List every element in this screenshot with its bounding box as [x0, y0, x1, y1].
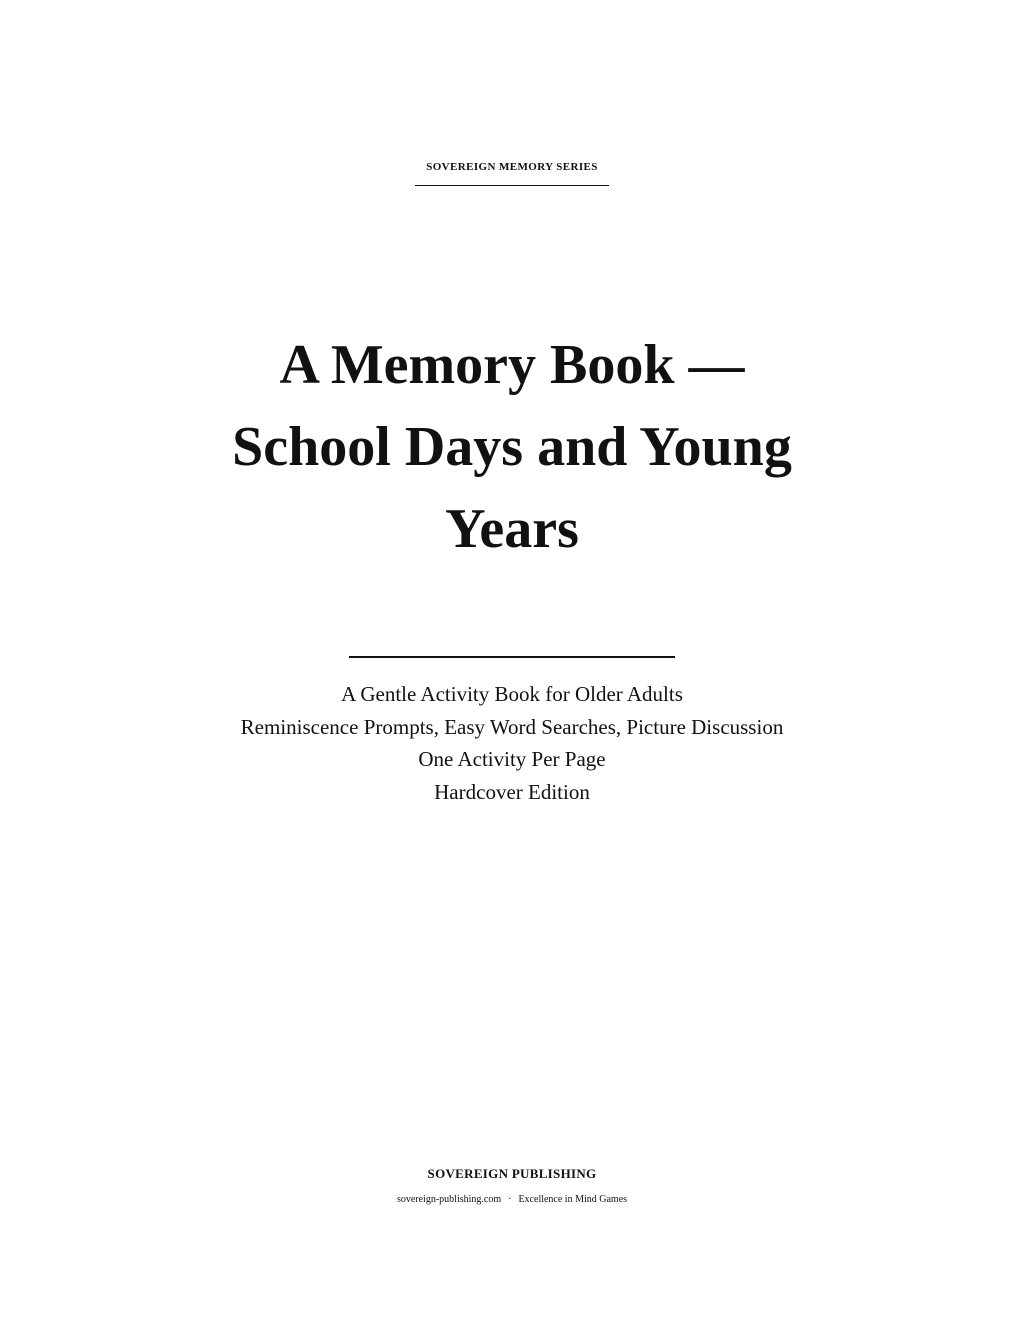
subtitle-block — [0, 678, 1024, 808]
publisher-name: SOVEREIGN PUBLISHING — [427, 1166, 597, 1181]
publisher-tagline: Excellence in Mind Games — [518, 1194, 628, 1205]
footer-separator: · — [508, 1194, 512, 1205]
book-title — [0, 324, 1024, 570]
book-title-line-1: A Memory Book — — [279, 334, 745, 396]
subtitle-line: Hardcover Edition — [434, 779, 590, 804]
publisher-website: sovereign-publishing.com — [396, 1194, 502, 1205]
subtitle-line: One Activity Per Page — [418, 747, 606, 771]
book-title-line-3: Years — [445, 498, 579, 560]
series-divider — [415, 185, 609, 186]
publisher-footer — [0, 1193, 1024, 1207]
subtitle-line: A Gentle Activity Book for Older Adults — [341, 682, 683, 706]
subtitle-line: Reminiscence Prompts, Easy Word Searches, Picture Discussion — [240, 714, 784, 739]
book-title-line-2: School Days and Young — [232, 416, 792, 478]
title-divider — [349, 656, 675, 658]
series-label: SOVEREIGN MEMORY SERIES — [426, 161, 598, 173]
